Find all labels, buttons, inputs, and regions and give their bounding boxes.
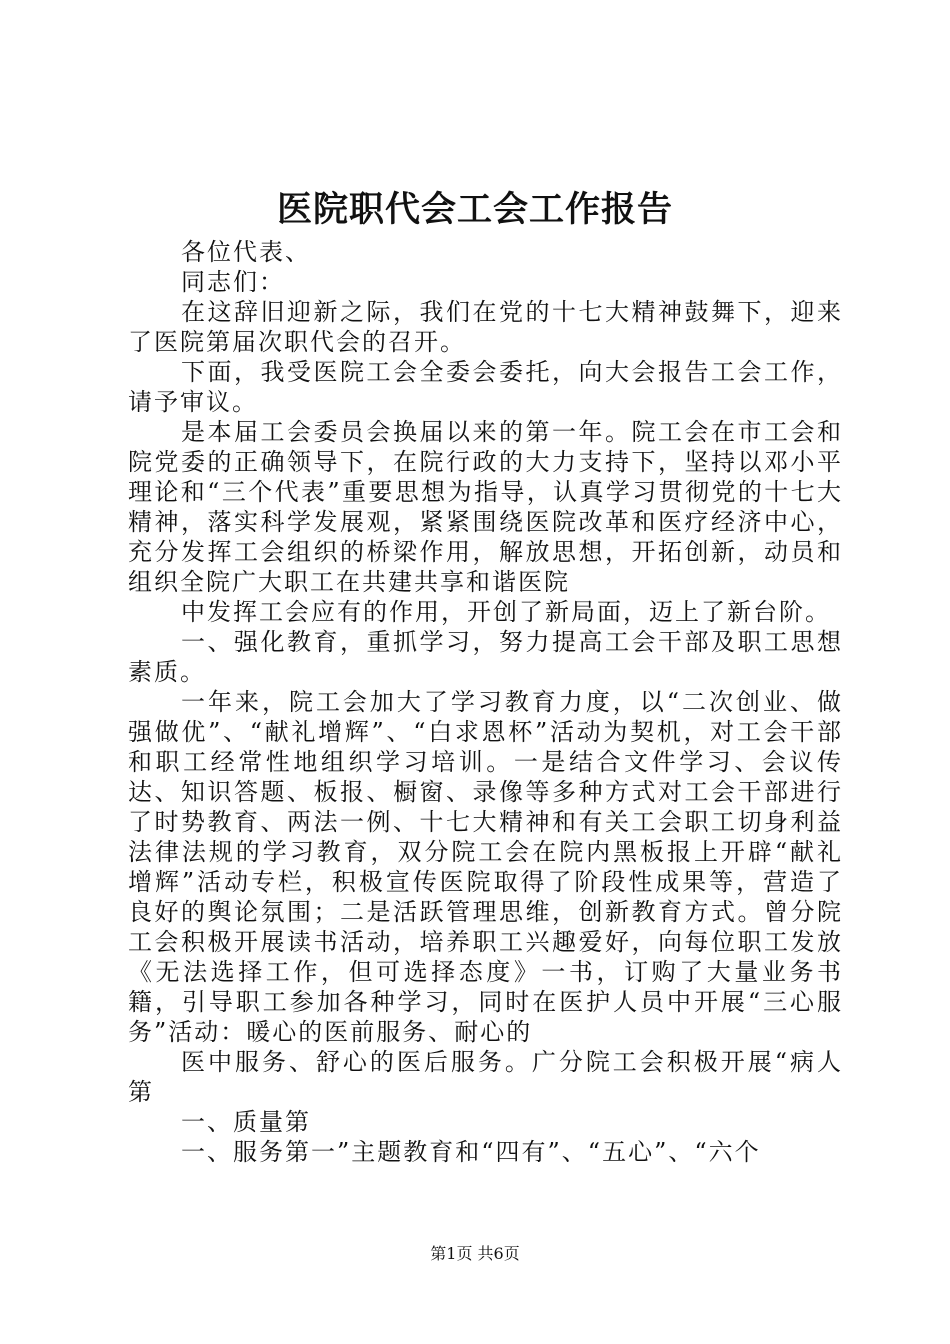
document-body xyxy=(128,237,843,1167)
paragraph: 一年来，院工会加大了学习教育力度，以“二次创业、做强做优”、“献礼增辉”、“白求恩杯”活动为契机，对工会干部和职工经常性地组织学习培训。一是结合文件学习、会议传达、知识答题、板报、橱窗、录像等多种方式对工会干部进行了时势教育、两法一例、十七大精神和有关工会职工切身利益法律法规的学习教育，双分院工会在院内黑板报上开辟“献礼增辉”活动专栏，积极宣传医院取得了阶段性成果等，营造了良好的舆论氛围；二是活跃管理思维，创新教育方式。曾分院工会积极开展读书活动，培养职工兴趣爱好，向每位职工发放《无法选择工作，但可选择态度》一书，订购了大量业务书籍，引导职工参加各种学习，同时在医护人员中开展“三心服务”活动：暖心的医前服务、耐心的 xyxy=(128,688,843,1046)
paragraph: 中发挥工会应有的作用，开创了新局面，迈上了新台阶。 xyxy=(181,598,831,626)
paragraph: 下面，我受医院工会全委会委托，向大会报告工会工作，请予审议。 xyxy=(128,358,843,416)
paragraph: 一、服务第一”主题教育和“四有”、“五心”、“六个 xyxy=(181,1138,761,1166)
page-number-footer: 第1页 共6页 xyxy=(430,1244,520,1263)
paragraph-salutation-2: 同志们： xyxy=(181,268,285,296)
paragraph: 医中服务、舒心的医后服务。广分院工会积极开展“病人第 xyxy=(128,1048,843,1106)
document-title: 医院职代会工会工作报告 xyxy=(276,189,673,230)
paragraph: 一、质量第 xyxy=(181,1108,311,1136)
paragraph-salutation-1: 各位代表、 xyxy=(181,238,311,266)
paragraph: 是本届工会委员会换届以来的第一年。院工会在市工会和院党委的正确领导下，在院行政的大力支持下，坚持以邓小平理论和“三个代表”重要思想为指导，认真学习贯彻党的十七大精神，落实科学发展观，紧紧围绕医院改革和医疗经济中心，充分发挥工会组织的桥梁作用，解放思想，开拓创新，动员和组织全院广大职工在共建共享和谐医院 xyxy=(128,418,843,596)
section-heading: 一、强化教育，重抓学习，努力提高工会干部及职工思想素质。 xyxy=(128,628,843,686)
paragraph: 在这辞旧迎新之际，我们在党的十七大精神鼓舞下，迎来了医院第届次职代会的召开。 xyxy=(128,298,843,356)
